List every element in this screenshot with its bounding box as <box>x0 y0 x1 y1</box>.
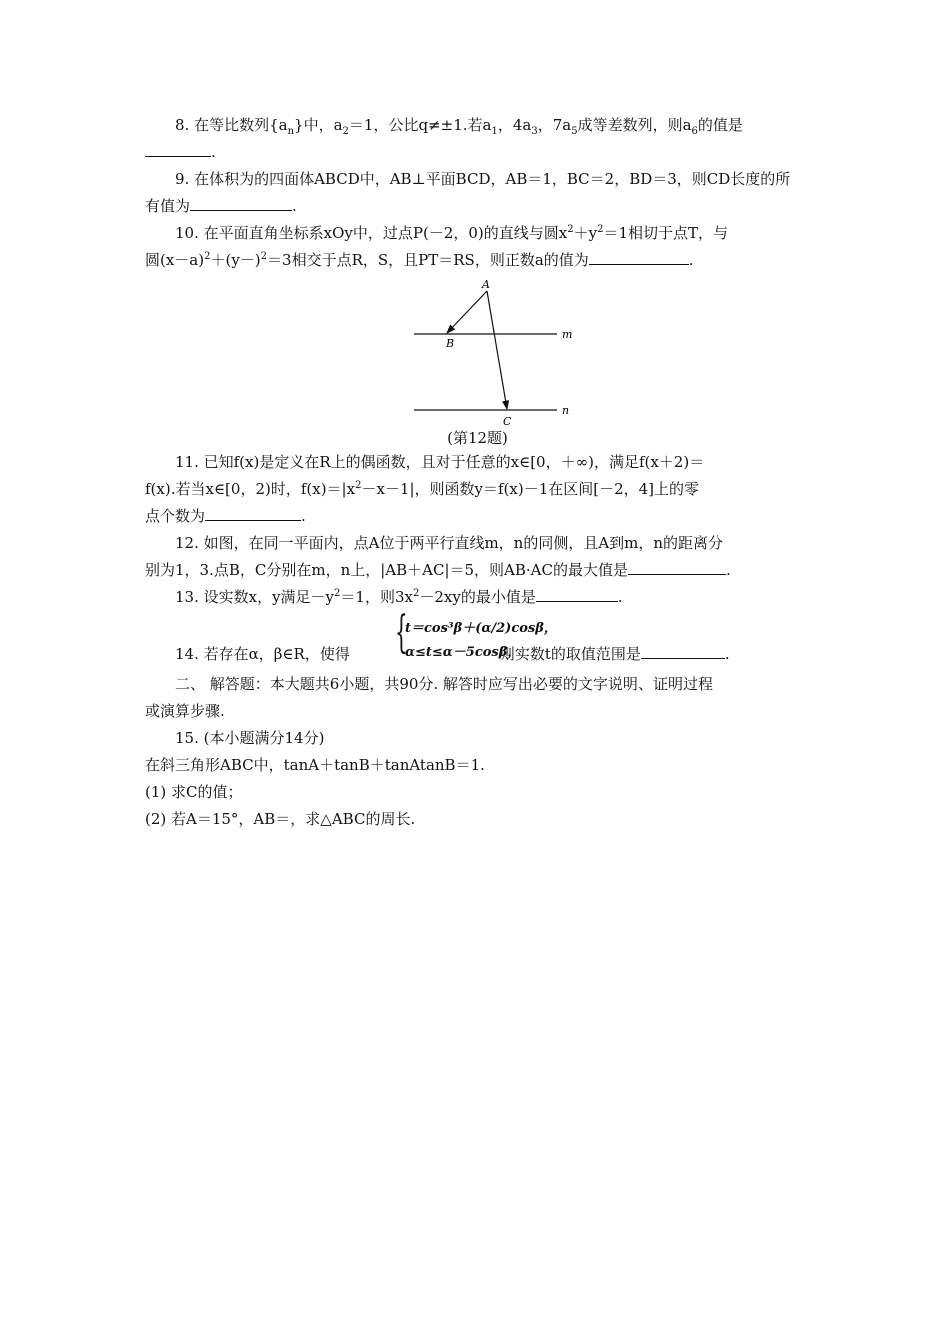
answer-blank[interactable] <box>589 248 689 265</box>
equation-system: { t＝cos³β＋(α/2)cosβ， α≤t≤α－5cosβ， <box>395 607 557 660</box>
question-8: 8. 在等比数列$\{a_n\}$中，$a_2=1$，公比q≠±1.若$a_1$，$4a_3$，$7a_5$成等差数列，则$a_6$的值是 <box>175 116 743 137</box>
parallel-lines-diagram <box>407 274 577 434</box>
label-a: A <box>482 278 490 291</box>
question-11: 11. 已知f(x)是定义在R上的偶函数，且对于任意的x∈[0，＋∞)，满足f(x＋2)＝ <box>175 453 705 471</box>
answer-blank[interactable] <box>641 642 725 659</box>
question-15-part-1: (1) 求C的值； <box>145 783 243 801</box>
section-2-heading-cont: 或演算步骤. <box>145 702 225 720</box>
question-11-cont2: 点个数为 . <box>145 503 810 530</box>
question-15-stem: 在斜三角形ABC中，tanA＋tanB＋tanAtanB＝1. <box>145 756 485 774</box>
exam-page <box>145 112 810 833</box>
answer-blank[interactable] <box>628 558 726 575</box>
figure-caption: (第12题) <box>447 429 508 447</box>
question-15-header: 15. (本小题满分14分) <box>175 729 325 747</box>
question-13: 13. 设实数x，y满足$-y^2=1$，则$3x^2-2xy$的最小值是 . <box>145 584 810 611</box>
label-b: B <box>446 337 455 350</box>
vector-ab <box>447 291 487 333</box>
answer-blank[interactable] <box>536 585 618 602</box>
question-8-cont: . <box>145 139 810 166</box>
label-c: C <box>503 415 512 428</box>
answer-blank[interactable] <box>190 194 292 211</box>
section-2-heading: 二、 解答题：本大题共6小题，共90分. 解答时应写出必要的文字说明、证明过程 <box>175 675 713 693</box>
question-10-cont: 圆$(x-a)^2+(y-)^2=3$相交于点R，S，且PT＝RS，则正数a的值为 . <box>145 247 810 274</box>
question-9-cont: 有值为 . <box>145 193 810 220</box>
question-10: 10. 在平面直角坐标系xOy中，过点P(－2，0)的直线与圆$x^2+y^2=1$相切于点T，与 <box>175 224 728 242</box>
question-12: 12. 如图，在同一平面内，点A位于两平行直线m，n的同侧，且A到m，n的距离分 <box>175 534 724 552</box>
question-14: { t＝cos³β＋(α/2)cosβ， α≤t≤α－5cosβ， 14. 若存在α，β∈R，使得 则实数t的取值范围是 . <box>175 607 730 663</box>
label-n: n <box>562 404 570 417</box>
answer-blank[interactable] <box>205 504 301 521</box>
figure-12 <box>145 274 810 449</box>
question-12-cont: 别为1，3.点B，C分别在m，n上，|AB＋AC|＝5，则AB·AC的最大值是 . <box>145 557 810 584</box>
label-m: m <box>562 328 573 341</box>
equation-row-1: t＝cos³β＋(α/2)cosβ， <box>405 621 557 636</box>
question-9: 9. 在体积为的四面体ABCD中，AB⊥平面BCD，AB＝1，BC＝2，BD＝3，则CD长度的所 <box>175 170 791 188</box>
equation-row-2: α≤t≤α－5cosβ， <box>405 645 521 660</box>
answer-blank[interactable] <box>145 140 211 157</box>
vector-ac <box>487 291 507 409</box>
question-11-cont: f(x).若当x∈[0，2)时，$f(x)=|x^2-x-1|$，则函数y＝f(x)－1在区间[－2，4]上的零 <box>145 480 700 498</box>
question-15-part-2: (2) 若A＝15°，AB＝，求△ABC的周长. <box>145 810 416 828</box>
